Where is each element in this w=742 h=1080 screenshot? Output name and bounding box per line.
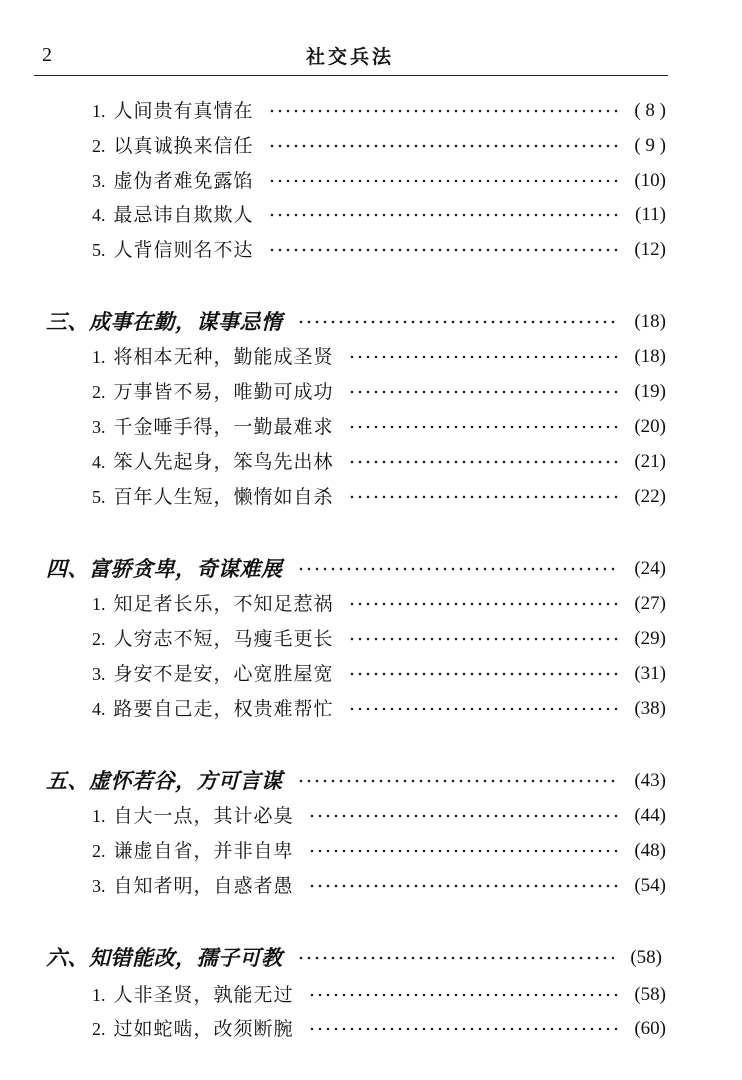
entry-title: 最忌讳自欺欺人 (113, 204, 254, 226)
dot-leader (268, 109, 618, 113)
dot-leader (348, 637, 618, 641)
entry-title: 人非圣贤，孰能无过 (113, 984, 294, 1006)
section-title: 三、成事在勤，谋事忌惰 (46, 309, 283, 334)
page-number: 2 (42, 44, 52, 66)
entry-number: 3. (92, 664, 106, 684)
dot-leader (268, 144, 618, 148)
entry-page: ( 9 ) (634, 135, 666, 156)
toc-section-heading (46, 943, 662, 973)
entry-title: 万事皆不易，唯勤可成功 (113, 381, 334, 403)
section-title: 六、知错能改，孺子可教 (46, 945, 283, 970)
entry-number: 1. (92, 101, 106, 121)
dot-leader (268, 248, 618, 252)
entry-page: ( 8 ) (634, 100, 666, 121)
entry-title: 以真诚换来信任 (113, 135, 254, 157)
toc-entry (92, 200, 666, 230)
dot-leader (348, 707, 618, 711)
entry-number: 5. (92, 487, 106, 507)
entry-number: 4. (92, 205, 106, 225)
entry-page: (60) (634, 1018, 666, 1039)
toc-entry (92, 482, 666, 512)
entry-page: (29) (634, 628, 666, 649)
entry-page: (58) (634, 984, 666, 1005)
entry-title: 路要自己走，权贵难帮忙 (113, 698, 334, 720)
entry-number: 2. (92, 841, 106, 861)
dot-leader (308, 884, 618, 888)
toc-entry (92, 342, 666, 372)
entry-number: 3. (92, 876, 106, 896)
entry-title: 千金唾手得，一勤最难求 (113, 416, 334, 438)
dot-leader (348, 390, 618, 394)
toc-entry (92, 1014, 666, 1044)
toc-entry (92, 624, 666, 654)
dot-leader (308, 814, 618, 818)
entry-page: (31) (634, 663, 666, 684)
toc-section-heading (46, 554, 666, 584)
toc-entry (92, 871, 666, 901)
dot-leader (297, 779, 619, 783)
toc-entry (92, 131, 666, 161)
entry-number: 2. (92, 1019, 106, 1039)
dot-leader (348, 460, 618, 464)
section-page: (18) (634, 311, 666, 332)
entry-title: 人间贵有真情在 (113, 100, 254, 122)
toc-entry (92, 980, 666, 1010)
dot-leader (297, 320, 619, 324)
dot-leader (348, 355, 618, 359)
entry-page: (18) (634, 346, 666, 367)
entry-page: (27) (634, 593, 666, 614)
book-title: 社交兵法 (305, 46, 394, 68)
entry-page: (10) (634, 170, 666, 191)
entry-number: 1. (92, 985, 106, 1005)
entry-number: 1. (92, 594, 106, 614)
section-page: (58) (630, 947, 662, 968)
entry-number: 1. (92, 806, 106, 826)
section-page: (43) (634, 770, 666, 791)
entry-number: 3. (92, 417, 106, 437)
entry-number: 3. (92, 171, 106, 191)
entry-page: (21) (634, 451, 666, 472)
toc-section-heading (46, 307, 666, 337)
dot-leader (268, 213, 618, 217)
entry-title: 自大一点，其计必臭 (113, 805, 294, 827)
toc-entry (92, 412, 666, 442)
toc-entry (92, 589, 666, 619)
entry-title: 自知者明，自惑者愚 (113, 875, 294, 897)
entry-title: 笨人先起身，笨鸟先出林 (113, 451, 334, 473)
toc-entry (92, 801, 666, 831)
dot-leader (308, 849, 618, 853)
entry-title: 过如蛇啮，改须断腕 (113, 1018, 294, 1040)
toc-entry (92, 96, 666, 126)
entry-number: 5. (92, 240, 106, 260)
section-page: (24) (634, 558, 666, 579)
entry-page: (22) (634, 486, 666, 507)
section-title: 四、富骄贪卑，奇谋难展 (46, 556, 283, 581)
entry-number: 2. (92, 136, 106, 156)
entry-number: 4. (92, 699, 106, 719)
entry-title: 虚伪者难免露馅 (113, 170, 254, 192)
entry-page: (19) (634, 381, 666, 402)
entry-number: 4. (92, 452, 106, 472)
toc-section-heading (46, 766, 666, 796)
dot-leader (348, 425, 618, 429)
entry-title: 人穷志不短，马瘦毛更长 (113, 628, 334, 650)
entry-title: 百年人生短，懒惰如自杀 (113, 486, 334, 508)
dot-leader (308, 993, 618, 997)
dot-leader (268, 179, 618, 183)
toc-entry (92, 166, 666, 196)
entry-page: (12) (634, 239, 666, 260)
entry-page: (38) (634, 698, 666, 719)
entry-page: (11) (635, 204, 666, 225)
toc-entry (92, 659, 666, 689)
dot-leader (297, 567, 619, 571)
entry-page: (44) (634, 805, 666, 826)
entry-page: (20) (634, 416, 666, 437)
entry-number: 1. (92, 347, 106, 367)
entry-title: 身安不是安，心宽胜屋宽 (113, 663, 334, 685)
entry-number: 2. (92, 629, 106, 649)
dot-leader (297, 956, 615, 960)
dot-leader (348, 495, 618, 499)
entry-title: 人背信则名不达 (113, 239, 254, 261)
entry-title: 知足者长乐，不知足惹祸 (113, 593, 334, 615)
toc-entry (92, 836, 666, 866)
dot-leader (348, 602, 618, 606)
entry-page: (48) (634, 840, 666, 861)
toc-entry (92, 377, 666, 407)
entry-title: 将相本无种，勤能成圣贤 (113, 346, 334, 368)
entry-number: 2. (92, 382, 106, 402)
dot-leader (308, 1027, 618, 1031)
entry-page: (54) (634, 875, 666, 896)
entry-title: 谦虚自省，并非自卑 (113, 840, 294, 862)
toc-entry (92, 447, 666, 477)
dot-leader (348, 672, 618, 676)
toc-entry (92, 694, 666, 724)
section-title: 五、虚怀若谷，方可言谋 (46, 768, 283, 793)
toc-entry (92, 235, 666, 265)
